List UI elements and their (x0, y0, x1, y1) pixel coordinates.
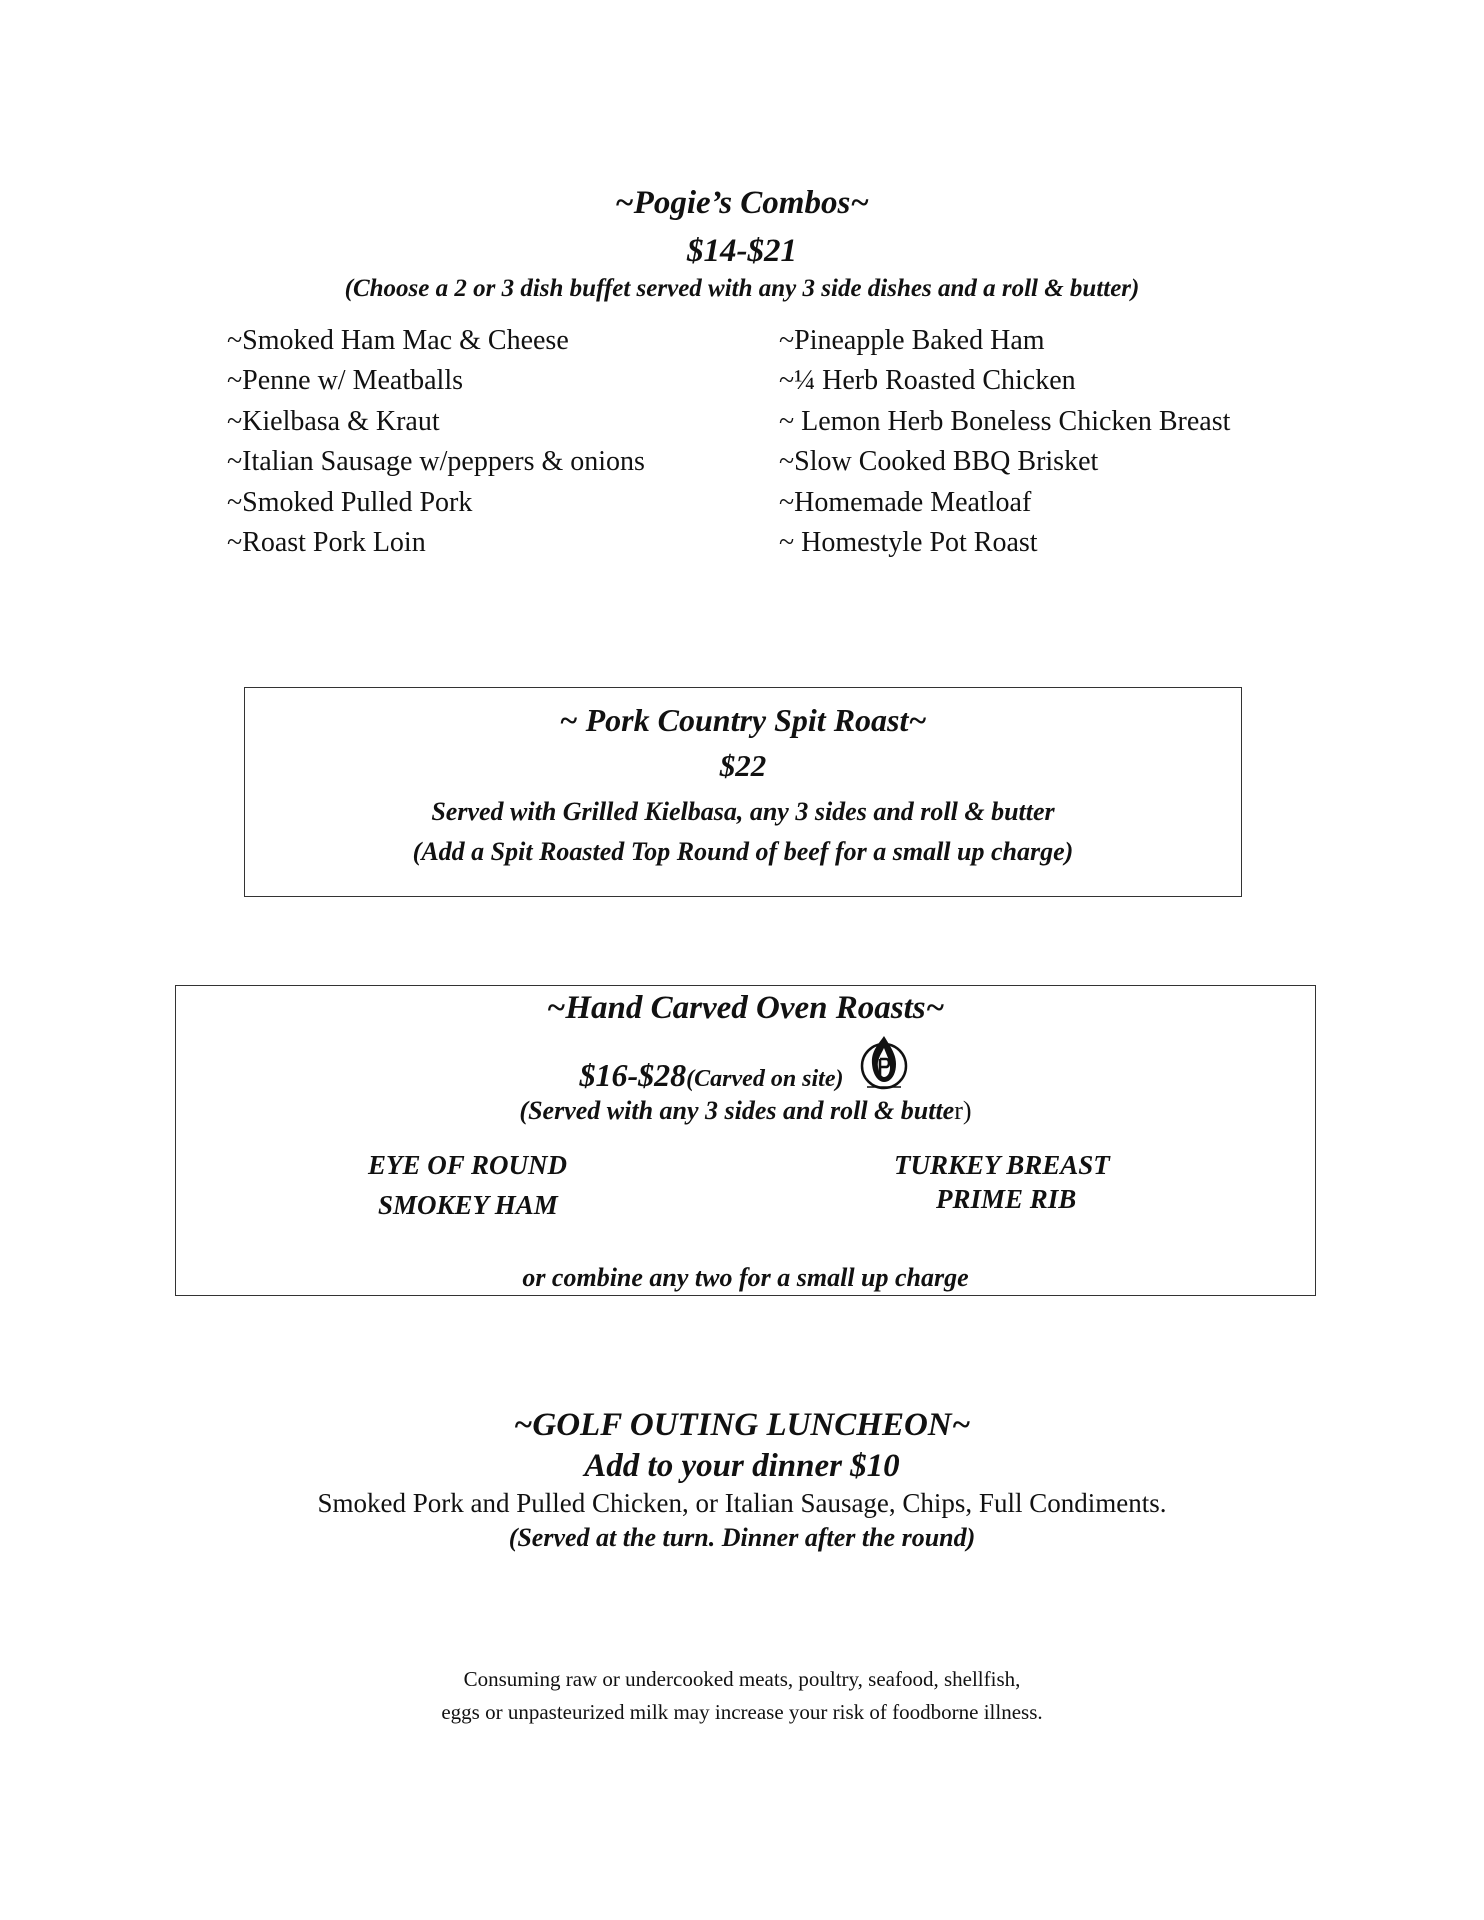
roast-item: SMOKEY HAM (378, 1190, 558, 1220)
list-item: ~Kielbasa & Kraut (227, 405, 440, 437)
list-item: ~Roast Pork Loin (227, 527, 426, 559)
combos-title: ~Pogie’s Combos~ (614, 185, 870, 221)
oven-roasts-served-note (176, 1096, 1315, 1126)
spit-roast-note: (Add a Spit Roasted Top Round of beef for a small up charge) (412, 837, 1074, 866)
oven-roasts-price-row (176, 1032, 1315, 1100)
oven-roasts-title: ~Hand Carved Oven Roasts~ (546, 990, 945, 1026)
spit-roast-box (244, 687, 1242, 897)
combos-left-list (227, 321, 645, 563)
spit-roast-description: Served with Grilled Kielbasa, any 3 sides and roll & butter (431, 797, 1055, 826)
oven-roasts-price-note: (Carved on site) (686, 1066, 844, 1092)
list-item: ~¼ Herb Roasted Chicken (779, 365, 1076, 397)
spit-roast-title: ~ Pork Country Spit Roast~ (559, 702, 927, 738)
list-item: ~Slow Cooked BBQ Brisket (779, 446, 1099, 478)
spit-roast-price: $22 (719, 748, 767, 783)
roast-item: TURKEY BREAST (894, 1150, 1110, 1180)
flame-logo-icon (857, 1032, 911, 1100)
golf-description: Smoked Pork and Pulled Chicken, or Italian Sausage, Chips, Full Condiments. (317, 1488, 1167, 1518)
oven-roasts-box (175, 985, 1316, 1296)
list-item: ~Homemade Meatloaf (779, 486, 1032, 518)
roast-item: EYE OF ROUND (368, 1150, 568, 1180)
roast-item: PRIME RIB (936, 1184, 1077, 1214)
list-item: ~Pineapple Baked Ham (779, 325, 1045, 356)
combos-price: $14-$21 (687, 233, 797, 269)
list-item: ~ Homestyle Pot Roast (779, 527, 1038, 559)
oven-roasts-combine-note: or combine any two for a small up charge (522, 1263, 969, 1292)
oven-roasts-price: $16-$28 (579, 1057, 687, 1093)
list-item: ~Italian Sausage w/peppers & onions (227, 446, 645, 478)
list-item: ~Penne w/ Meatballs (227, 365, 463, 397)
golf-add-price: Add to your dinner $10 (584, 1448, 900, 1484)
disclaimer-line-2: eggs or unpasteurized milk may increase your risk of foodborne illness. (441, 1700, 1043, 1724)
served-note-main: (Served with any 3 sides and roll & butte (519, 1096, 955, 1125)
list-item: ~Smoked Pulled Pork (227, 486, 473, 518)
golf-title: ~GOLF OUTING LUNCHEON~ (513, 1407, 971, 1443)
disclaimer-line-1: Consuming raw or undercooked meats, poultry, seafood, shellfish, (463, 1667, 1021, 1691)
served-note-tail: r) (954, 1096, 972, 1125)
list-item: ~ Lemon Herb Boneless Chicken Breast (779, 405, 1231, 437)
golf-note: (Served at the turn. Dinner after the round) (508, 1523, 976, 1552)
combos-note: (Choose a 2 or 3 dish buffet served with any 3 side dishes and a roll & butter) (344, 275, 1140, 302)
list-item: ~Smoked Ham Mac & Cheese (227, 325, 569, 356)
combos-right-list (779, 321, 1230, 563)
